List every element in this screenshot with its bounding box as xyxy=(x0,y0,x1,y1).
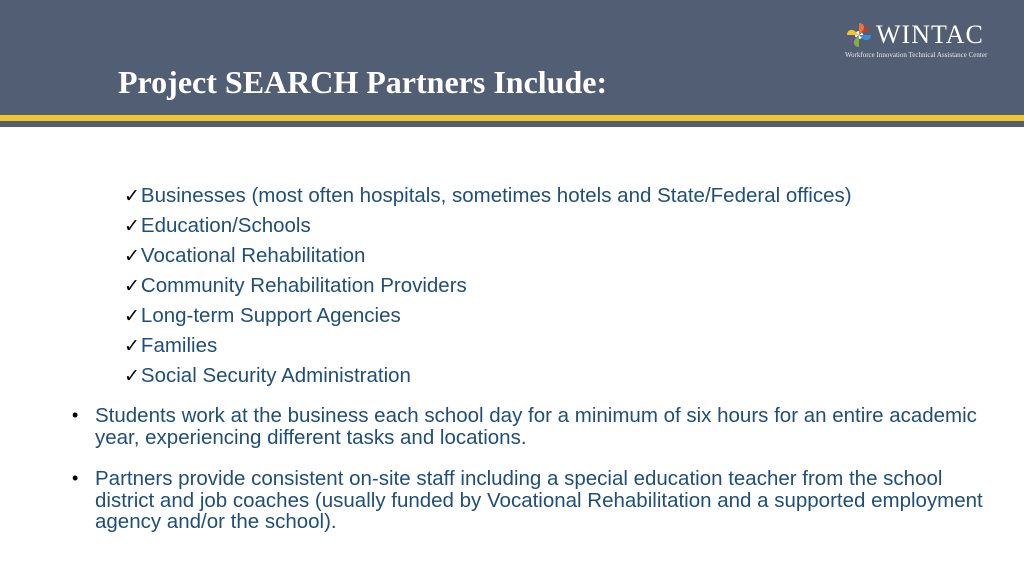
wintac-logo xyxy=(844,20,1014,60)
checklist-item xyxy=(124,303,852,333)
checklist-item xyxy=(124,333,852,363)
logo-wordmark: WINTAC xyxy=(876,20,984,49)
bullet-dot-icon: • xyxy=(72,468,79,488)
details-bullet-list xyxy=(70,405,1000,553)
checklist-item xyxy=(124,273,852,303)
checklist-item xyxy=(124,243,852,273)
checklist-item-text: Vocational Rehabilitation xyxy=(140,244,366,267)
checklist-item xyxy=(124,213,852,243)
checkmark-icon: ✓ xyxy=(124,246,140,267)
bullet-dot-icon: • xyxy=(72,405,79,425)
partners-checklist xyxy=(124,183,852,393)
checklist-item xyxy=(124,363,852,393)
header-dark-stripe xyxy=(0,121,1024,127)
bullet-item xyxy=(70,468,1000,533)
pinwheel-logo-icon xyxy=(844,20,874,50)
checklist-item-text: Education/Schools xyxy=(140,214,311,237)
checklist-item-text: Social Security Administration xyxy=(140,364,411,387)
checkmark-icon: ✓ xyxy=(124,336,140,357)
slide-title: Project SEARCH Partners Include: xyxy=(118,64,608,100)
checkmark-icon: ✓ xyxy=(124,276,140,297)
checkmark-icon: ✓ xyxy=(124,366,140,387)
checklist-item-text: Businesses (most often hospitals, sometimes hotels and State/Federal offices) xyxy=(140,184,852,207)
logo-tagline: Workforce Innovation Technical Assistance Center xyxy=(845,51,988,59)
checklist-item-text: Families xyxy=(140,334,218,357)
checkmark-icon: ✓ xyxy=(124,216,140,237)
bullet-item xyxy=(70,405,1000,448)
checklist-item-text: Community Rehabilitation Providers xyxy=(140,274,467,297)
bullet-item-text: Partners provide consistent on-site staff including a special education teacher from the school district and job coaches (usually funded by Vocational Rehabilitation and a supported employment agency and/or the school). xyxy=(95,467,983,533)
checkmark-icon: ✓ xyxy=(124,186,140,207)
bullet-item-text: Students work at the business each school day for a minimum of six hours for an entire academic year, experiencing different tasks and locations. xyxy=(95,404,977,449)
checklist-item-text: Long-term Support Agencies xyxy=(140,304,401,327)
checkmark-icon: ✓ xyxy=(124,306,140,327)
checklist-item xyxy=(124,183,852,213)
